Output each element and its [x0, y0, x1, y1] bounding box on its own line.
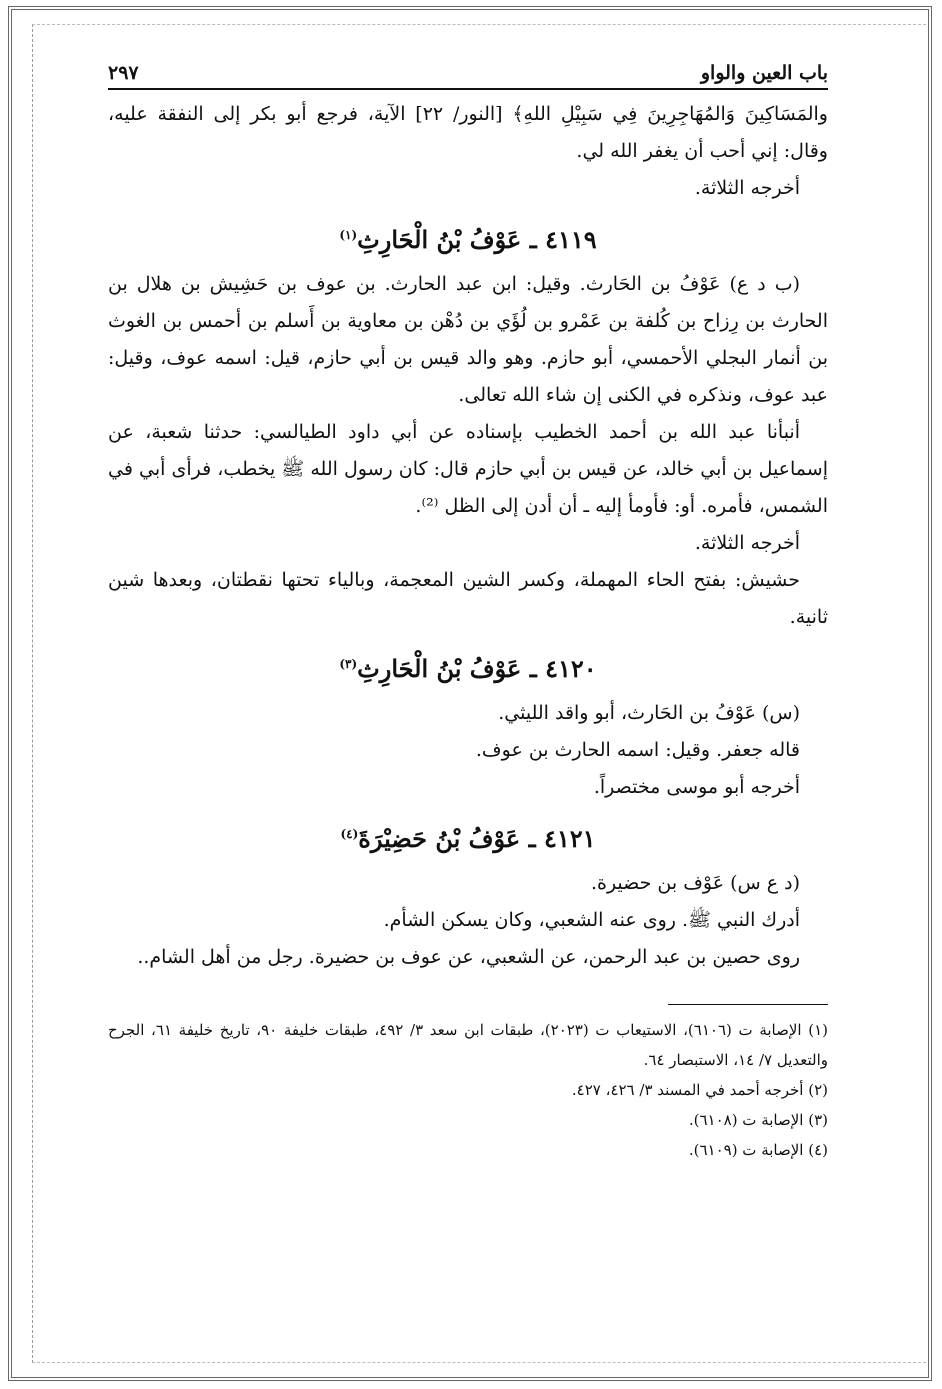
footnote-ref: (٤): [340, 827, 359, 841]
footnote-4: (٤) الإصابة ت (٦١٠٩).: [688, 1141, 828, 1159]
entry-title-4121: [108, 814, 828, 859]
footnotes: [108, 1015, 828, 1165]
entry-paragraph: (د ع س) عَوْف بن حضيرة.: [590, 872, 800, 894]
footnote-separator: [668, 1004, 828, 1005]
running-header: [108, 56, 828, 90]
entry-title-4120: [108, 644, 828, 689]
footnote-ref: (١): [339, 228, 358, 242]
entry-title-text: ٤١٢١ ـ عَوْفُ بْنُ حَضِيْرَةَ: [358, 824, 596, 853]
footnote-1: (١) الإصابة ت (٦١٠٦)، الاستيعاب ت (٢٠٢٣)، طبقات ابن سعد ٣/ ٤٩٢، طبقات خليفة ٩٠، تاريخ خليفة ٦١، الجرح والتعديل ٧/ ١٤، الاستبصار ٦٤.: [108, 1021, 828, 1069]
entry-paragraph: حشيش: بفتح الحاء المهملة، وكسر الشين المعجمة، وبالياء تحتها نقطتان، وبعدها شين ثانية.: [108, 569, 828, 628]
footnote-ref: (٣): [339, 657, 358, 671]
entry-paragraph: أخرجه الثلاثة.: [694, 532, 800, 554]
entry-paragraph: أنبأنا عبد الله بن أحمد الخطيب بإسناده عن أبي داود الطيالسي: حدثنا شعبة، عن إسماعيل بن أبي خالد، عن قيس بن أبي حازم قال: كان رسول الله ﷺ يخطب، فرأى أبي في الشمس، فأمره. أو: فأومأ إليه ـ أن أدن إلى الظل ⁽²⁾.: [108, 421, 828, 517]
entry-paragraph: روى حصين بن عبد الرحمن، عن الشعبي، عن عوف بن حضيرة. رجل من أهل الشام..: [137, 946, 800, 968]
entry-paragraph: قاله جعفر. وقيل: اسمه الحارث بن عوف.: [475, 739, 800, 761]
page-number: ٢٩٧: [108, 62, 139, 84]
entry-paragraph: (س) عَوْفُ بن الحَارث، أبو واقد الليثي.: [498, 702, 800, 724]
footnote-2: (٢) أخرجه أحمد في المسند ٣/ ٤٢٦، ٤٢٧.: [571, 1081, 828, 1099]
entry-paragraph: (ب د ع) عَوْفُ بن الحَارث. وقيل: ابن عبد الحارث. بن عوف بن حَشِيش بن هلال بن الحارث بن رِزاح بن كُلفة بن عَمْرو بن لُؤَي بن دُهْن بن معاوية بن أَسلم بن أحمس بن الغوث بن أنمار البجلي الأحمسي، أبو حازم. وهو والد قيس بن أبي حازم، قيل: اسمه عوف، وقيل: عبد عوف، ونذكره في الكنى إن شاء الله تعالى.: [108, 273, 828, 406]
document-page: [108, 56, 828, 1346]
entry-title-4119: [108, 215, 828, 260]
continuation-text: والمَسَاكِينَ وَالمُهَاجِرِينَ فِي سَبِيْلِ اللهِ﴾ [النور/ ٢٢] الآية، فرجع أبو بكر إلى النفقة عليه، وقال: إني أحب أن يغفر الله لي.: [108, 103, 828, 162]
entry-title-text: ٤١٢٠ ـ عَوْفُ بْنُ الْحَارِثِ: [357, 654, 597, 683]
entry-paragraph: أخرجه أبو موسى مختصراً.: [593, 776, 800, 798]
section-title: باب العين والواو: [700, 62, 828, 84]
extract-note: أخرجه الثلاثة.: [694, 177, 800, 199]
entry-paragraph: أدرك النبي ﷺ. روى عنه الشعبي، وكان يسكن الشأم.: [383, 909, 800, 931]
footnote-3: (٣) الإصابة ت (٦١٠٨).: [688, 1111, 828, 1129]
entry-title-text: ٤١١٩ ـ عَوْفُ بْنُ الْحَارِثِ: [357, 225, 597, 254]
